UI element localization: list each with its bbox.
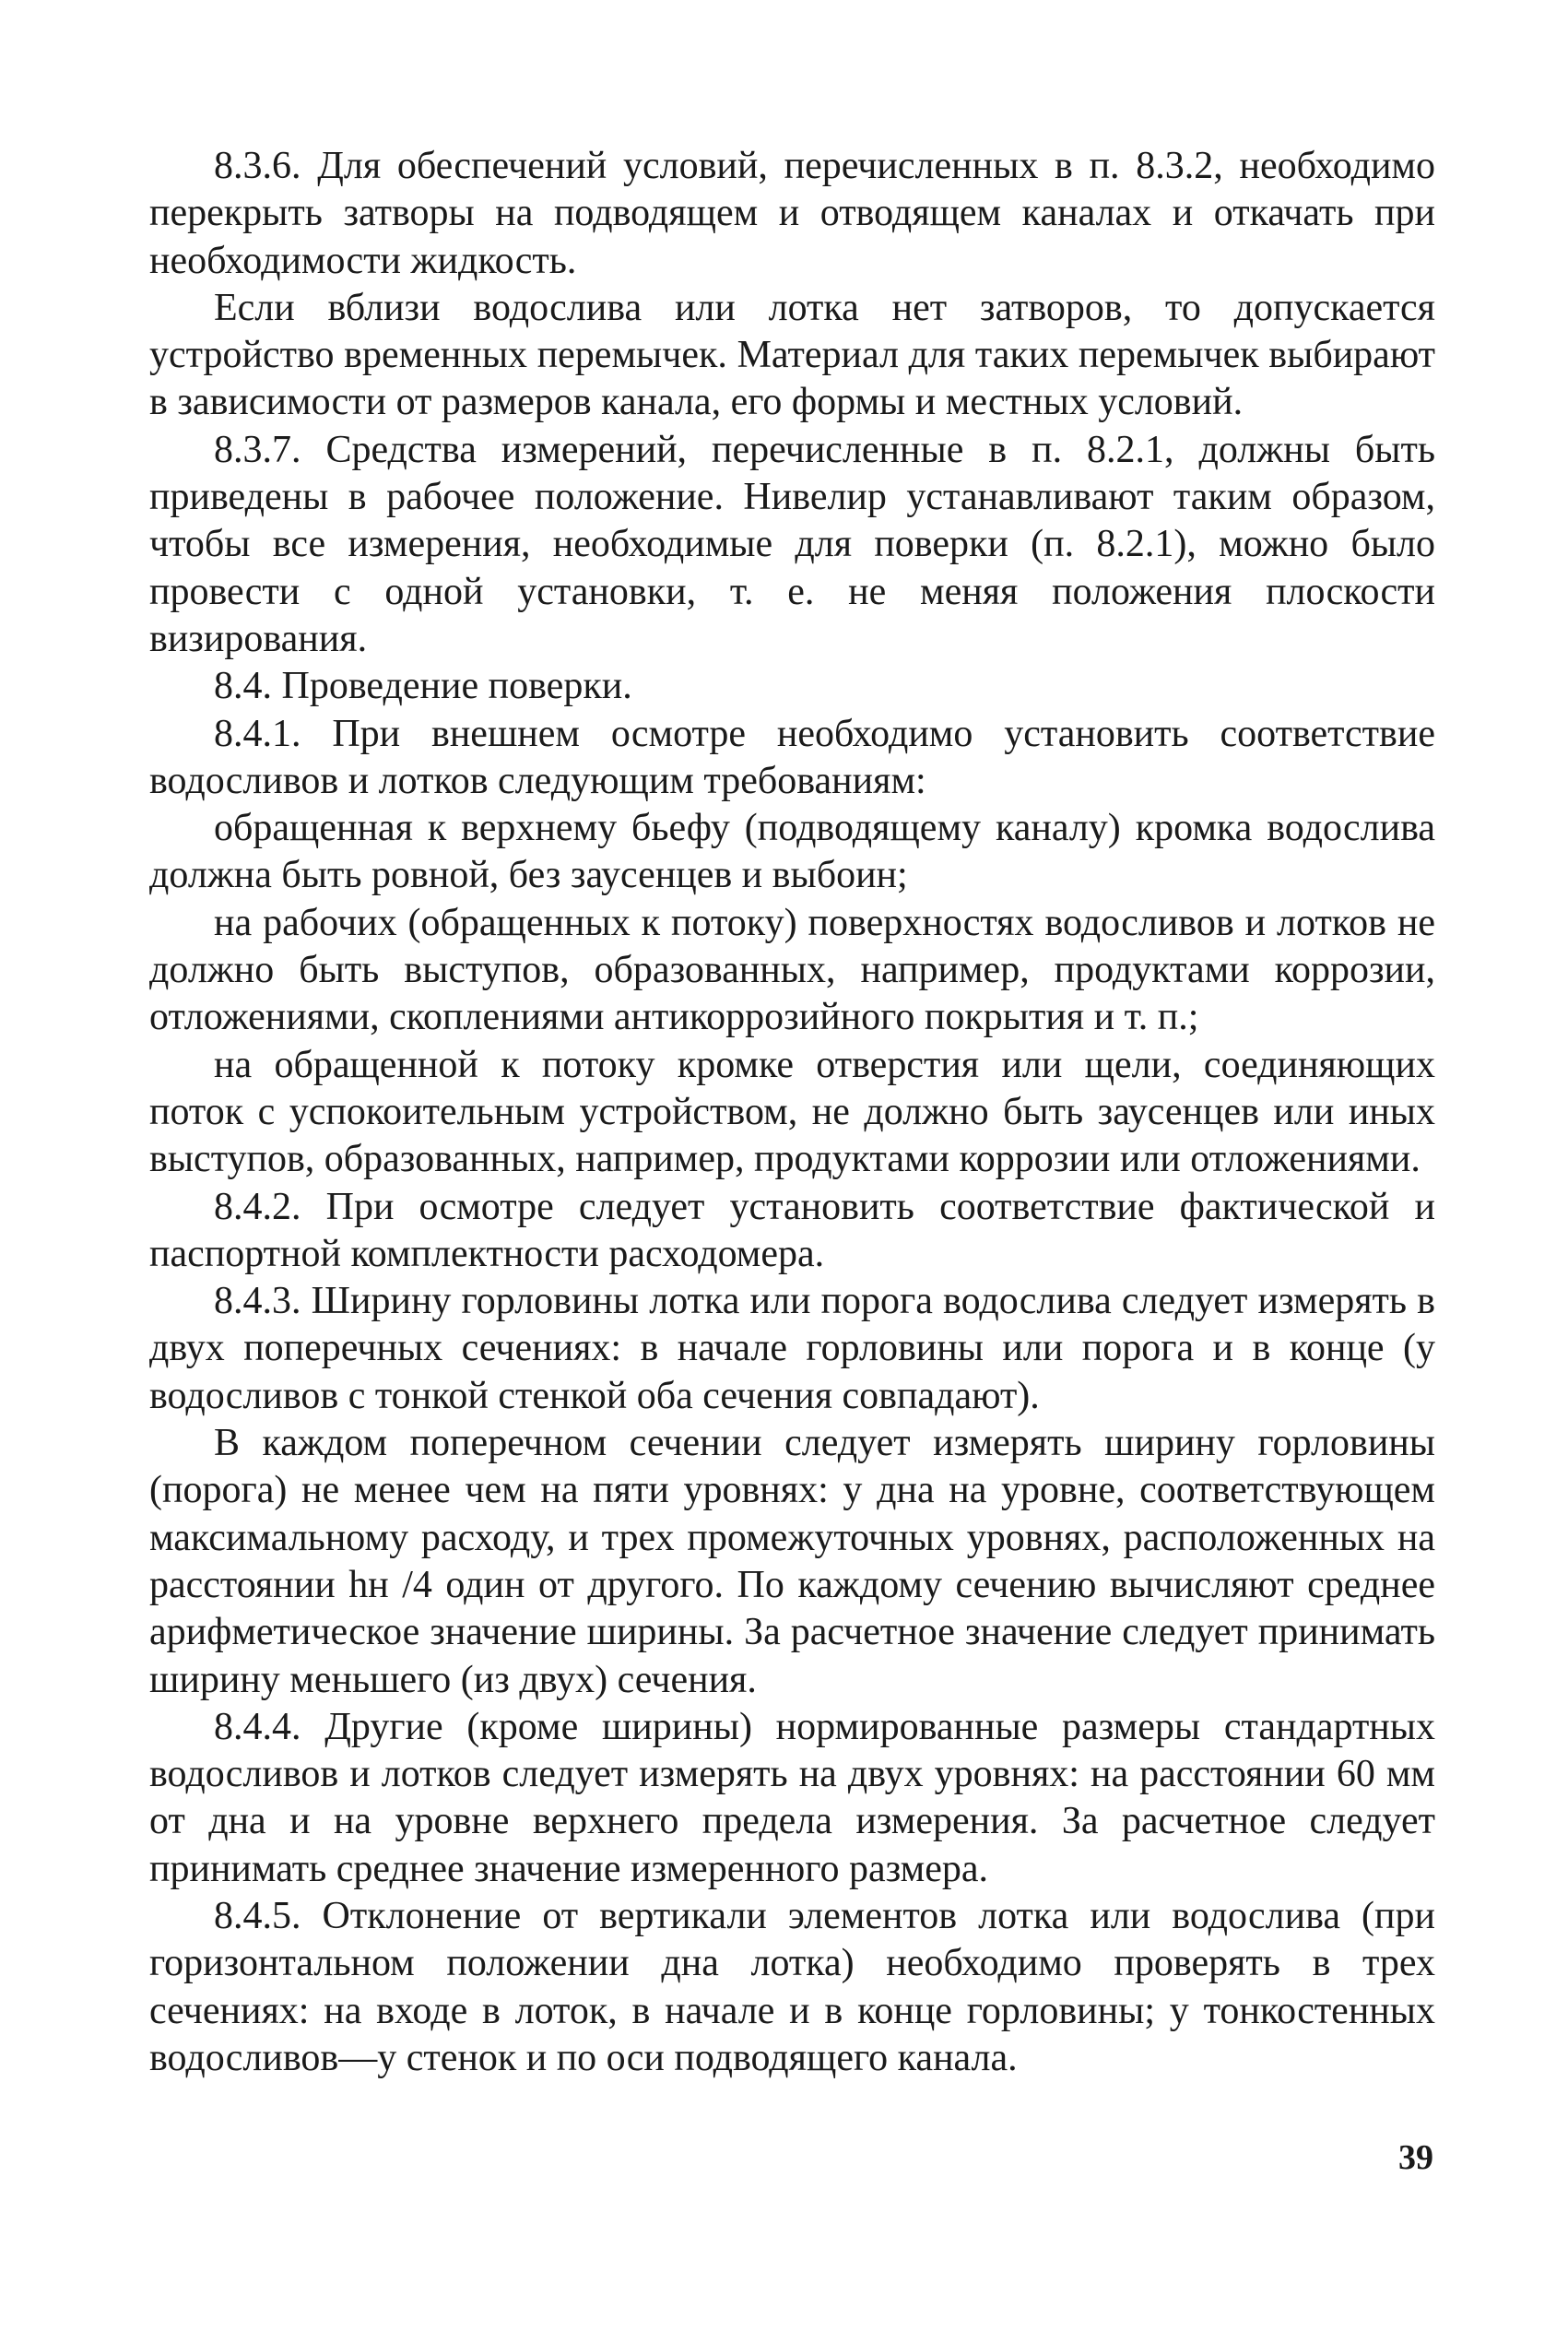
paragraph-requirement-edge: обращенная к верхнему бьефу (подводящему каналу) кромка водослива должна быть ровной, без заусенцев и выбоин;: [149, 807, 1435, 897]
paragraph-8-4-4: 8.4.4. Другие (кроме ширины) нормированные размеры стандартных водосливов и лотков следует измерять на двух уровнях: на расстоянии 60 мм от дна и на уровне верхнего предела измерения. За расчетное следует принимать среднее значение измеренного размера.: [149, 1705, 1435, 1890]
paragraph-width-measurement: В каждом поперечном сечении следует измерять ширину горловины (порога) не менее чем на пяти уровнях: у дна на уровне, соответствующем максимальному расходу, и трех промежуточных уровнях, расположенных на расстоянии hн /4 один от другого. По каждому сечению вычисляют среднее арифметическое значение ширины. За расчетное значение следует принимать ширину меньшего (из двух) сечения.: [149, 1422, 1435, 1701]
paragraph-gates: Если вблизи водослива или лотка нет затворов, то допускается устройство временных перемычек. Материал для таких перемычек выбирают в зависимости от размеров канала, его формы и местных условий.: [149, 286, 1435, 424]
paragraph-8-4-1: 8.4.1. При внешнем осмотре необходимо установить соответствие водосливов и лотков следующим требованиям:: [149, 712, 1435, 802]
body-text: [149, 143, 1435, 2082]
paragraph-8-4-2: 8.4.2. При осмотре следует установить соответствие фактической и паспортной комплектности расходомера.: [149, 1185, 1435, 1275]
paragraph-requirement-surfaces: на рабочих (обращенных к потоку) поверхностях водосливов и лотков не должно быть выступов, образованных, например, продуктами коррозии, отложениями, скоплениями антикоррозийного покрытия и т. п.;: [149, 901, 1435, 1039]
paragraph-8-4-heading: 8.4. Проведение поверки.: [214, 665, 632, 708]
paragraph-8-4-5: 8.4.5. Отклонение от вертикали элементов лотка или водослива (при горизонтальном положении дна лотка) необходимо проверять в трех сечениях: на входе в лоток, в начале и в конце горловины; у тонкостенных водосливов—у стенок и по оси подводящего канала.: [149, 1894, 1435, 2079]
paragraph-8-3-7: 8.3.7. Средства измерений, перечисленные в п. 8.2.1, должны быть приведены в рабочее положение. Нивелир устанавливают таким образом, чтобы все измерения, необходимые для поверки (п. 8.2.1), можно было провести с одной установки, т. е. не меняя положения плоскости визирования.: [149, 428, 1435, 660]
paragraph-8-4-3: 8.4.3. Ширину горловины лотка или порога водослива следует измерять в двух поперечных сечениях: в начале горловины или порога и в конце (у водосливов с тонкой стенкой оба сечения совпадают).: [149, 1280, 1435, 1417]
paragraph-requirement-opening: на обращенной к потоку кромке отверстия или щели, соединяющих поток с успокоительным устройством, не должно быть заусенцев или иных выступов, образованных, например, продуктами коррозии или отложениями.: [149, 1043, 1435, 1181]
page-number: 39: [1398, 2138, 1433, 2177]
paragraph-8-3-6: 8.3.6. Для обеспечений условий, перечисленных в п. 8.3.2, необходимо перекрыть затворы на подводящем и отводящем каналах и откачать при необходимости жидкость.: [149, 145, 1435, 282]
